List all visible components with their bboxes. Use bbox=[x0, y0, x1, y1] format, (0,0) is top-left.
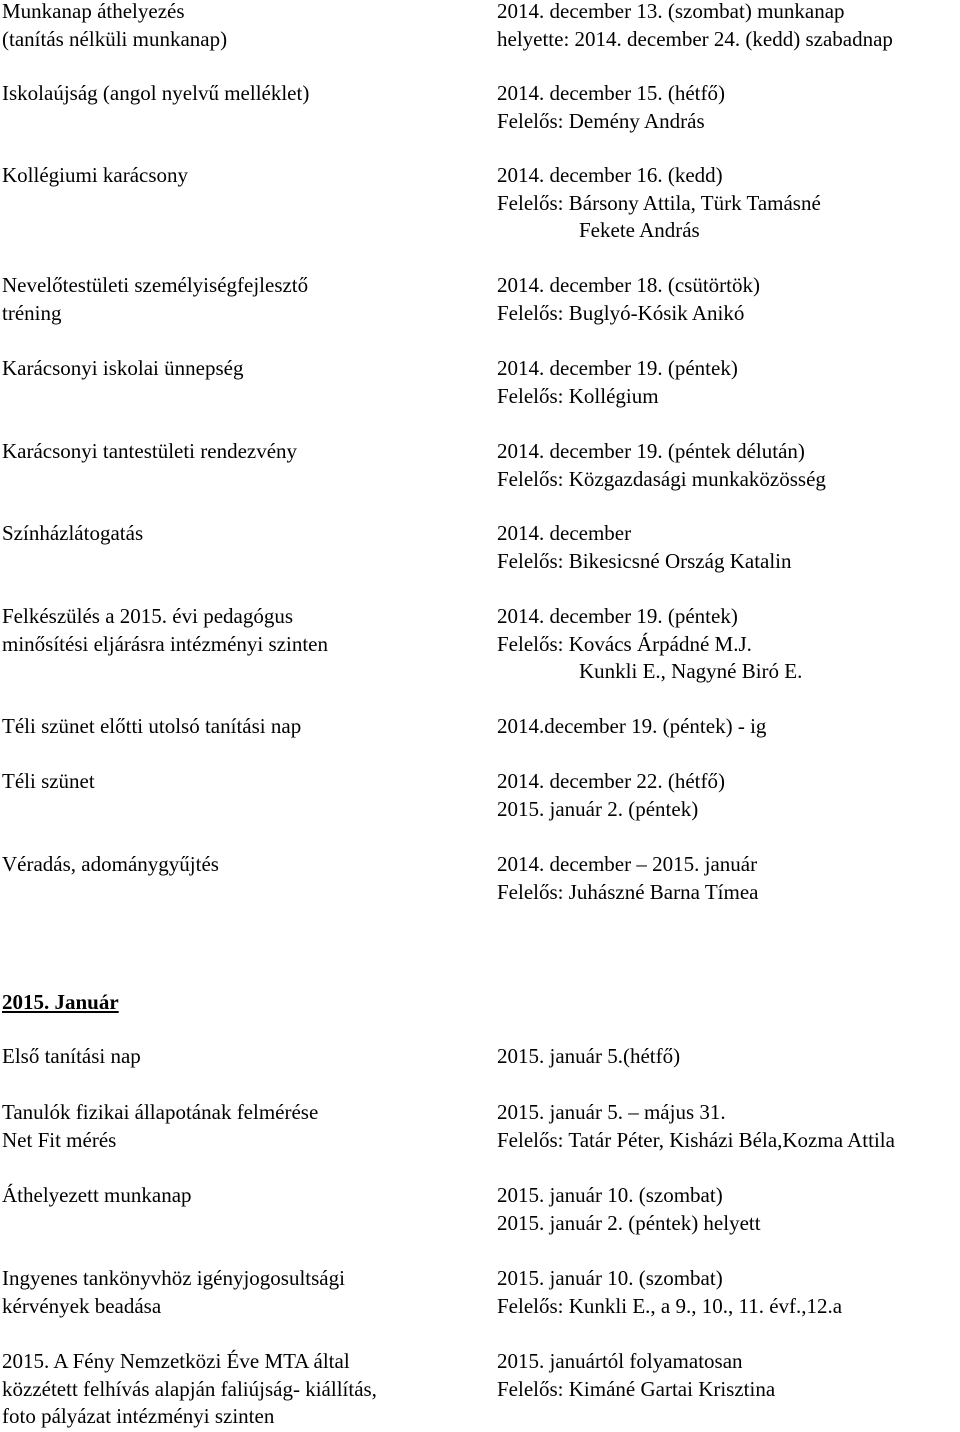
event-details: 2014. december 16. (kedd) Felelős: Bársony Attila, Türk Tamásné Fekete András bbox=[497, 163, 821, 242]
event-details: 2014. december 13. (szombat) munkanap helyette: 2014. december 24. (kedd) szabadnap bbox=[497, 0, 893, 51]
event-details: 2014. december Felelős: Bikesicsné Ország Katalin bbox=[497, 521, 792, 573]
event-name: Téli szünet előtti utolsó tanítási nap bbox=[2, 714, 302, 738]
event-name: 2015. A Fény Nemzetközi Éve MTA által közzétett felhívás alapján faliújság- kiállítás, foto pályázat intézményi szinten bbox=[2, 1349, 377, 1428]
event-details: 2014. december 19. (péntek délután) Felelős: Közgazdasági munkaközösség bbox=[497, 439, 826, 491]
event-name: Nevelőtestületi személyiségfejlesztő tréning bbox=[2, 273, 309, 325]
event-name: Munkanap áthelyezés (tanítás nélküli munkanap) bbox=[2, 0, 228, 51]
event-name: Véradás, adománygyűjtés bbox=[2, 852, 219, 876]
event-details: 2015. január 10. (szombat) Felelős: Kunkli E., a 9., 10., 11. évf.,12.a bbox=[497, 1266, 843, 1318]
event-details: 2014. december 18. (csütörtök) Felelős: Buglyó-Kósik Anikó bbox=[497, 273, 761, 325]
event-name: Színházlátogatás bbox=[2, 521, 144, 545]
event-details: 2014. december 19. (péntek) Felelős: Kollégium bbox=[497, 356, 738, 408]
event-details: 2014. december – 2015. január Felelős: Juhászné Barna Tímea bbox=[497, 852, 759, 904]
event-name: Első tanítási nap bbox=[2, 1044, 141, 1068]
event-details: 2014. december 15. (hétfő) Felelős: Demény András bbox=[497, 81, 725, 133]
event-name: Tanulók fizikai állapotának felmérése Net Fit mérés bbox=[2, 1100, 319, 1152]
event-name: Ingyenes tankönyvhöz igényjogosultsági kérvények beadása bbox=[2, 1266, 345, 1318]
event-details: 2015. január 10. (szombat) 2015. január 2. (péntek) helyett bbox=[497, 1183, 761, 1235]
event-details: 2014.december 19. (péntek) - ig bbox=[497, 714, 767, 738]
event-details: 2014. december 22. (hétfő) 2015. január 2. (péntek) bbox=[497, 769, 725, 821]
event-details: 2015. január 5. – május 31. Felelős: Tatár Péter, Kisházi Béla,Kozma Attila bbox=[497, 1100, 895, 1152]
event-name: Téli szünet bbox=[2, 769, 95, 793]
event-details: 2014. december 19. (péntek) Felelős: Kovács Árpádné M.J. Kunkli E., Nagyné Biró E. bbox=[497, 604, 803, 683]
event-name: Iskolaújság (angol nyelvű melléklet) bbox=[2, 81, 310, 105]
event-name: Kollégiumi karácsony bbox=[2, 163, 189, 187]
event-name: Karácsonyi tantestületi rendezvény bbox=[2, 439, 298, 463]
event-details: 2015. januártól folyamatosan Felelős: Kimáné Gartai Krisztina bbox=[497, 1349, 776, 1401]
section-heading: 2015. Január bbox=[2, 990, 119, 1014]
event-name: Karácsonyi iskolai ünnepség bbox=[2, 356, 244, 380]
event-name: Áthelyezett munkanap bbox=[2, 1183, 192, 1207]
event-name: Felkészülés a 2015. évi pedagógus minősítési eljárásra intézményi szinten bbox=[2, 604, 328, 656]
event-details: 2015. január 5.(hétfő) bbox=[497, 1044, 681, 1068]
